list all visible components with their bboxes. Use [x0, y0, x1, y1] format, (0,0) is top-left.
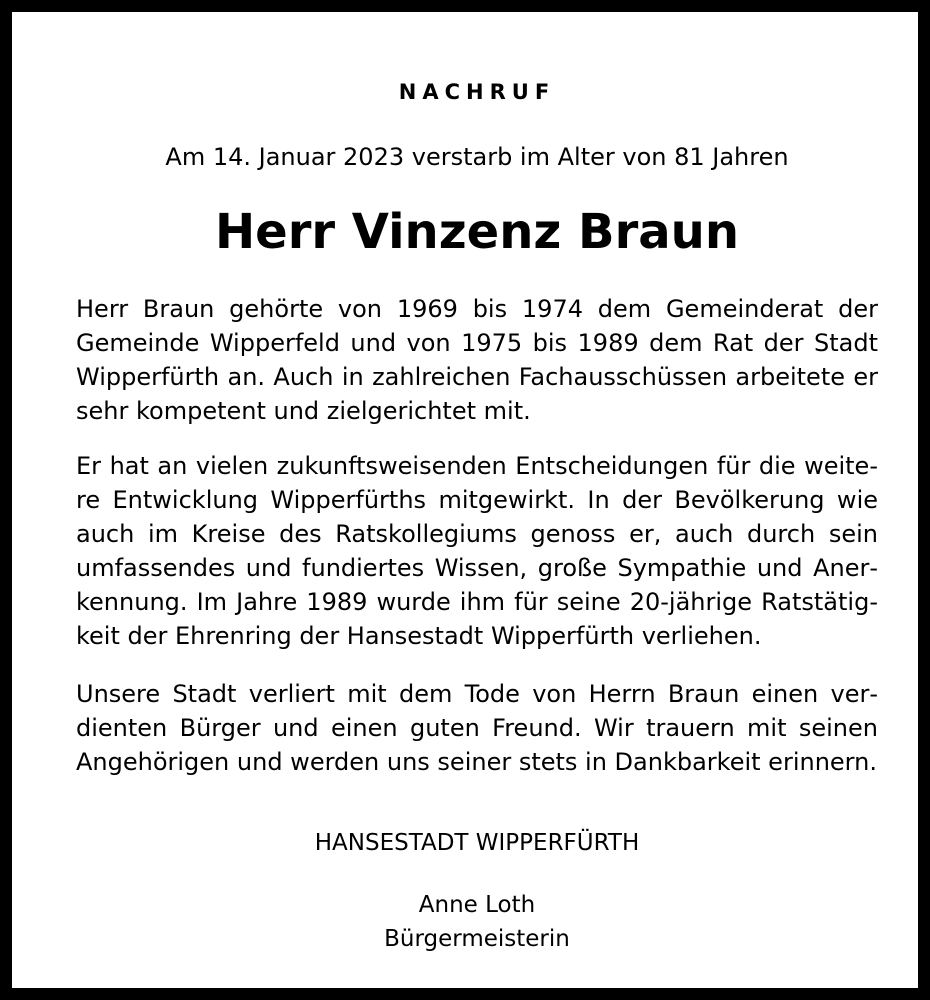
deceased-name: Herr Vinzenz Braun: [214, 204, 739, 260]
death-announcement: Am 14. Januar 2023 verstarb im Alter von 81 Jahren: [165, 143, 789, 171]
signature-organization: HANSESTADT WIPPERFÜRTH: [314, 830, 640, 856]
signature-name: Anne Loth: [418, 892, 536, 918]
paragraph-achievements: Er hat an vielen zukunftsweisenden Entscheidungen für die weitere Entwicklung Wipperfürths mitgewirkt. In der Bevölkerung wie auch im Kreise des Ratskollegiums genoss er, auch durch sein umfassendes und fundiertes Wissen, große Sympathie und Anerkennung. Im Jahre 1989 wurde ihm für seine 20-jährige Ratstätigkeit der Ehrenring der Hansestadt Wipperfürth verliehen.: [76, 452, 878, 650]
paragraph-condolence: Unsere Stadt verliert mit dem Tode von Herrn Braun einen verdienten Bürger und einen guten Freund. Wir trauern mit seinen Angehörigen und werden uns seiner stets in Dankbarkeit erinnern.: [76, 680, 878, 776]
signature-role: Bürgermeisterin: [384, 926, 570, 952]
notice-heading: NACHRUF: [398, 80, 556, 104]
paragraph-council-service: Herr Braun gehörte von 1969 bis 1974 dem Gemeinderat der Gemeinde Wipperfeld und von 1975 bis 1989 dem Rat der Stadt Wipperfürth an. Auch in zahlreichen Fachausschüssen arbeitete er sehr kompetent und zielgerichtet mit.: [76, 295, 878, 425]
